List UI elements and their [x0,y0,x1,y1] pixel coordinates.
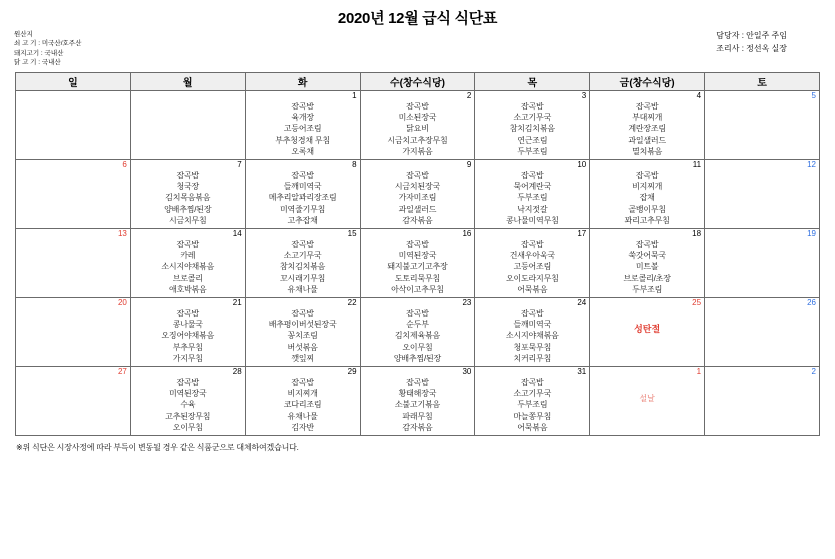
origin-line-3: 닭 고 기 : 국내산 [14,59,61,67]
calendar-day-cell[interactable] [705,297,820,366]
calendar-day-cell[interactable] [705,90,820,159]
menu-list [246,160,360,227]
menu-list [246,298,360,365]
menu-item: 잡곡밥 [406,101,429,111]
day-number: 3 [581,90,587,100]
menu-list [246,91,360,158]
calendar-day-cell[interactable] [130,297,245,366]
menu-item: 닭요비 [406,124,429,134]
staff-info [716,30,817,56]
menu-item: 잡곡밥 [291,170,314,180]
menu-item: 잡곡밥 [291,101,314,111]
menu-item: 오징어야채볶음 [161,331,215,341]
calendar-day-cell[interactable] [130,159,245,228]
day-number: 29 [347,366,357,376]
menu-item: 잡곡밥 [291,308,314,318]
menu-item: 잡곡밥 [406,170,429,180]
menu-item: 잡곡밥 [176,239,200,249]
menu-item: 애호박볶음 [168,285,207,295]
day-number: 8 [352,159,357,169]
menu-item: 낙지젓갈 [517,204,548,214]
day-number: 21 [232,297,242,307]
menu-item: 김치제육볶음 [394,331,441,341]
menu-item: 브로콜리 [172,273,203,283]
calendar-day-cell[interactable] [590,228,705,297]
footnote: ※위 식단은 시장사정에 따라 부득이 변동될 경우 같은 식품군으로 대체하여겠습니다. [16,442,299,452]
weekday-header-mon: 월 [130,72,245,90]
menu-item: 연근조림 [517,135,548,145]
day-number: 14 [232,228,242,238]
day-number: 11 [692,159,702,169]
menu-item: 들깨미역국 [283,182,322,192]
menu-item: 부추무침 [172,342,203,352]
staff-line-0: 담당자 : 안일주 주임 [716,31,787,40]
menu-item: 오이도라지무침 [505,273,559,283]
calendar-body [16,90,820,435]
menu-item: 잡곡밥 [521,170,544,180]
menu-item: 잡곡밥 [521,101,544,111]
menu-item: 아삭이고추무침 [391,285,444,295]
menu-item: 김자반 [291,423,314,433]
menu-item: 잡곡밥 [635,101,659,111]
menu-item: 미역줄기무침 [280,204,326,214]
menu-item: 들깨미역국 [513,320,552,330]
origin-info [14,30,81,68]
menu-item: 건새우아욱국 [509,251,555,261]
calendar-day-cell[interactable] [16,90,131,159]
menu-item: 잡채 [639,193,655,203]
day-number: 5 [811,90,816,100]
menu-item: 두부조림 [632,285,663,295]
menu-item: 부대찌개 [632,113,663,123]
menu-item: 오이무침 [402,342,433,352]
menu-item: 잡곡밥 [176,308,200,318]
day-number: 26 [807,297,816,307]
menu-item: 고등어조림 [283,124,322,134]
calendar-week-row [16,297,820,366]
calendar-day-cell[interactable] [705,366,820,435]
menu-item: 과일샐러드 [628,135,666,145]
menu-item: 비지찌개 [287,389,318,399]
menu-item: 소불고기볶음 [394,400,441,410]
menu-item: 어묵볶음 [517,423,548,433]
staff-line-1: 조리사 : 정선옥 실장 [716,43,787,53]
day-number: 30 [462,366,472,376]
calendar-day-cell[interactable] [130,90,245,159]
menu-item: 어묵볶음 [517,285,548,295]
menu-item: 오이무침 [172,423,203,433]
menu-list [475,160,589,227]
calendar-day-cell[interactable] [245,228,360,297]
weekday-header-sun: 일 [16,72,131,90]
day-number: 20 [117,297,127,307]
calendar-day-cell[interactable] [590,366,705,435]
menu-item: 마늘쫑무침 [513,411,552,421]
calendar-day-cell[interactable] [360,366,475,435]
menu-item: 잡곡밥 [176,170,200,180]
calendar-week-row [16,159,820,228]
menu-item: 순두부 [406,320,429,330]
day-number: 24 [577,297,587,307]
menu-item: 미소된장국 [398,113,437,123]
calendar-day-cell[interactable] [360,90,475,159]
menu-item: 감자볶음 [402,216,433,226]
origin-line-2: 돼지고기 : 국내산 [14,49,64,57]
menu-item: 버섯볶음 [287,342,318,352]
calendar-day-cell[interactable] [16,228,131,297]
calendar-day-cell[interactable] [16,366,131,435]
day-number: 15 [347,228,357,238]
menu-item: 메추리알꽈리장조림 [268,193,337,203]
menu-list [246,229,360,296]
calendar-day-cell[interactable] [590,297,705,366]
menu-item: 깻잎찌 [291,354,314,364]
weekday-header-thu: 목 [475,72,590,90]
calendar-day-cell[interactable] [590,159,705,228]
calendar-day-cell[interactable] [360,159,475,228]
day-number: 2 [466,90,472,100]
calendar-day-cell[interactable] [360,228,475,297]
day-number: 28 [232,366,242,376]
menu-item: 멸치볶음 [632,147,663,157]
menu-item: 돼지불고기고추장 [387,262,448,272]
menu-item: 참치김치볶음 [509,124,555,134]
menu-item: 고추된장무침 [165,411,211,421]
menu-list [475,298,589,365]
calendar-day-cell[interactable] [475,159,590,228]
day-number: 9 [466,159,472,169]
menu-list [131,367,245,434]
day-number: 2 [811,366,816,376]
menu-item: 묵어계란국 [513,182,552,192]
menu-item: 잡곡밥 [406,377,429,387]
menu-item: 황태해장국 [398,389,437,399]
menu-item: 치커리무침 [513,354,552,364]
calendar-week-row [16,228,820,297]
day-number: 31 [577,366,587,376]
calendar-week-row [16,366,820,435]
menu-list [475,367,589,434]
menu-item: 잡곡밥 [176,377,200,387]
day-number: 13 [117,228,127,238]
menu-item: 유채나물 [287,411,318,421]
menu-item: 잡곡밥 [291,239,314,249]
menu-item: 골뱅이무침 [628,204,666,214]
menu-item: 두부조림 [517,193,548,203]
menu-list [590,91,704,158]
calendar-day-cell[interactable] [705,228,820,297]
calendar-day-cell[interactable] [16,297,131,366]
menu-item: 꼬시래기무침 [280,273,326,283]
menu-item: 잡곡밥 [521,377,544,387]
menu-item: 소시지야채볶음 [161,262,215,272]
day-number: 16 [462,228,472,238]
day-number: 6 [122,159,127,169]
menu-item: 계란장조림 [628,124,666,134]
menu-item: 참치김치볶음 [280,262,326,272]
calendar-day-cell[interactable] [705,159,820,228]
menu-item: 시금치된장국 [394,182,441,192]
menu-item: 잡곡밥 [635,239,659,249]
menu-item: 카레 [180,251,196,261]
menu-item: 가지볶음 [402,147,433,157]
menu-item: 잡곡밥 [635,170,659,180]
menu-list [131,229,245,296]
calendar-day-cell[interactable] [16,159,131,228]
calendar-day-cell[interactable] [130,366,245,435]
menu-item: 과일샐러드 [398,204,437,214]
menu-item: 비지찌개 [632,182,663,192]
menu-item: 수육 [180,400,196,410]
calendar-day-cell[interactable] [245,366,360,435]
menu-item: 잡곡밥 [521,239,544,249]
menu-item: 파래무침 [402,411,433,421]
menu-list [361,367,475,434]
calendar-day-cell[interactable] [475,228,590,297]
day-number: 19 [807,228,816,238]
menu-item: 꽈리고추무침 [624,216,670,226]
menu-item: 양배추찜/된장 [164,204,212,214]
menu-item: 미역된장국 [398,251,437,261]
calendar-day-cell[interactable] [475,297,590,366]
day-number: 23 [462,297,472,307]
menu-item: 소고기무국 [513,113,552,123]
calendar-day-cell[interactable] [245,90,360,159]
menu-item: 미역된장국 [168,389,207,399]
menu-item: 콩나물미역무침 [505,216,559,226]
calendar-table [15,72,820,436]
origin-line-0: 원산지 [14,31,33,38]
day-number: 4 [696,90,702,100]
calendar-day-cell[interactable] [245,159,360,228]
menu-item: 두부조림 [517,147,548,157]
menu-list [361,160,475,227]
menu-list [590,229,704,296]
menu-item: 육개장 [291,113,314,123]
calendar-day-cell[interactable] [590,90,705,159]
menu-item: 잡곡밥 [406,308,429,318]
calendar-header-row [16,72,820,90]
menu-list [361,91,475,158]
menu-item: 부추청경채 무침 [275,135,330,145]
day-number: 12 [807,159,816,169]
calendar-day-cell[interactable] [245,297,360,366]
holiday-label: 성탄절 [634,323,661,334]
menu-item: 잡곡밥 [291,377,314,387]
weekday-header-wed: 수(창수식당) [360,72,475,90]
day-number: 7 [237,159,242,169]
day-number: 18 [692,228,702,238]
menu-item: 가지무침 [172,354,203,364]
menu-item: 잡곡밥 [406,239,429,249]
day-number: 1 [696,366,702,376]
calendar-day-cell[interactable] [475,366,590,435]
menu-list [246,367,360,434]
menu-item: 고등어조림 [513,262,552,272]
menu-item: 김치목음볶음 [165,193,211,203]
menu-list [361,298,475,365]
menu-item: 소시지야채볶음 [505,331,559,341]
menu-item: 청포묵무침 [513,342,552,352]
menu-item: 유채나물 [287,285,318,295]
menu-item: 꽁치조림 [287,331,318,341]
menu-item: 두부조림 [517,400,548,410]
menu-list [475,91,589,158]
menu-item: 가자미조림 [398,193,437,203]
menu-list [131,298,245,365]
menu-item: 소고기무국 [283,251,322,261]
origin-line-1: 쇠 고 기 : 미국산/호주산 [14,40,82,48]
menu-item: 도토리묵무침 [394,273,441,283]
menu-item: 브로콜리/초장 [623,273,671,283]
menu-item: 청국장 [176,182,200,192]
menu-item: 배추평이버섯된장국 [268,320,337,330]
menu-item: 시금치고추장무침 [387,135,448,145]
menu-item: 시금치무침 [168,216,207,226]
menu-list [590,160,704,227]
menu-item: 쑥갓어묵국 [628,251,666,261]
day-number: 27 [117,366,127,376]
menu-item: 잡곡밥 [521,308,544,318]
weekday-header-sat: 토 [705,72,820,90]
day-number: 22 [347,297,357,307]
calendar-day-cell[interactable] [130,228,245,297]
meta-row [0,30,835,72]
menu-list [361,229,475,296]
weekday-header-tue: 화 [245,72,360,90]
day-number: 1 [352,90,357,100]
day-number: 25 [692,297,702,307]
menu-item: 오록채 [291,147,314,157]
day-subnote: 설날 [639,393,655,403]
menu-list [475,229,589,296]
calendar-day-cell[interactable] [475,90,590,159]
menu-item: 감자볶음 [402,423,433,433]
menu-item: 미트볼 [635,262,659,272]
menu-item: 코다리조림 [283,400,322,410]
day-number: 17 [577,228,587,238]
calendar-day-cell[interactable] [360,297,475,366]
menu-item: 양배추찜/된장 [393,354,442,364]
weekday-header-fri: 금(창수식당) [590,72,705,90]
page-title: 2020년 12월 급식 식단표 [337,10,498,27]
menu-item: 고추잡채 [287,216,318,226]
menu-item: 소고기무국 [513,389,552,399]
menu-item: 콩나물국 [172,320,203,330]
day-number: 10 [577,159,587,169]
menu-list [131,160,245,227]
calendar-week-row [16,90,820,159]
